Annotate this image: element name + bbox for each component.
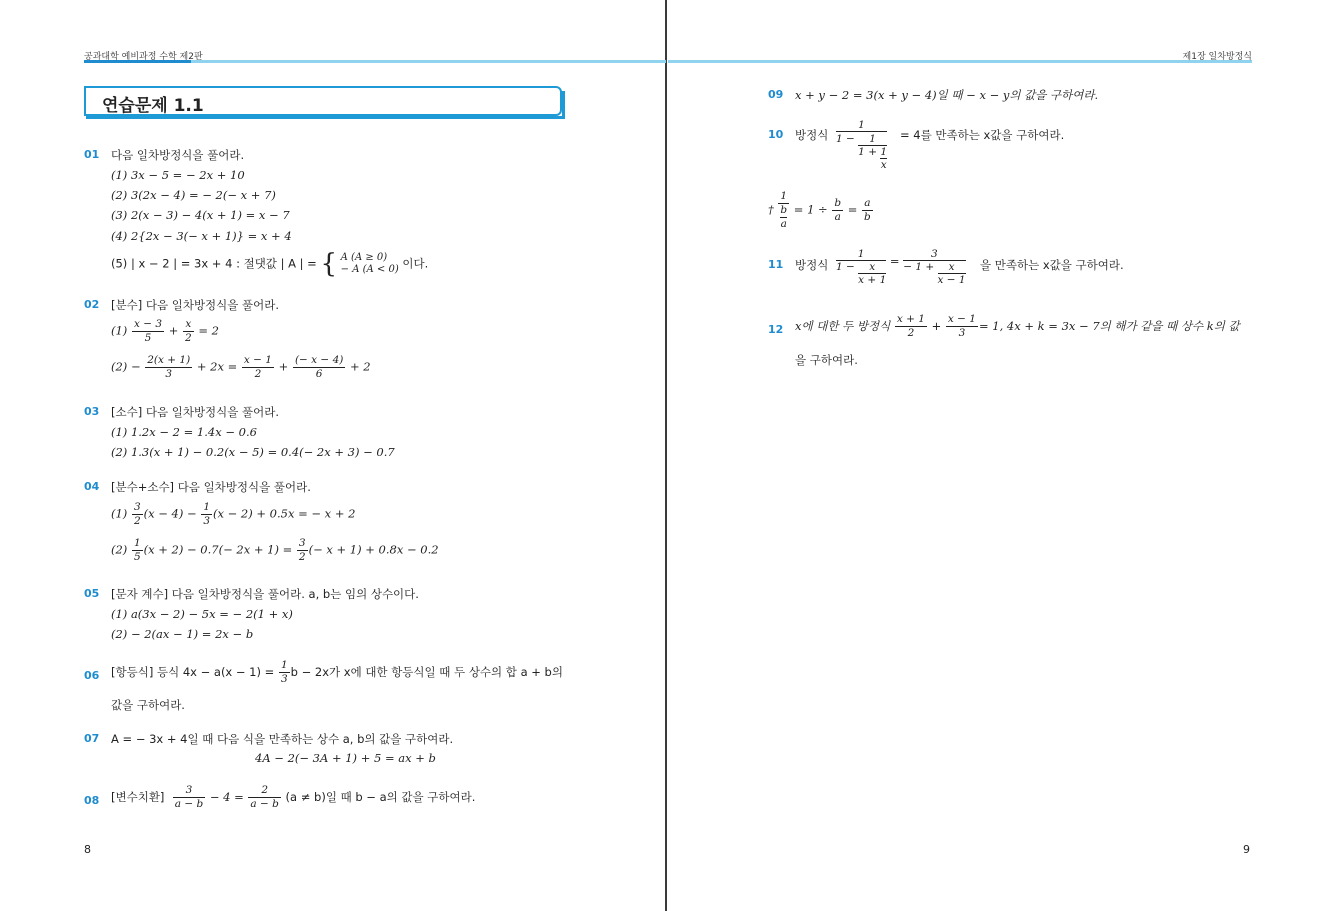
problem-text: [분수] 다음 일차방정식을 풀어라. <box>111 298 280 312</box>
expression: − 4 = <box>209 790 244 804</box>
problem-item: (2) 3(2x − 4) = − 2(− x + 7) <box>111 188 276 202</box>
denominator: a − b <box>174 798 204 810</box>
problem-item: (2) 1.3(x + 1) − 0.2(x − 5) = 0.4(− 2x + 3) − 0.7 <box>111 445 395 459</box>
problem-text: x + y − 2 = 3(x + y − 4)일 때 − x − y의 값을 구하여라. <box>795 88 1099 102</box>
fraction <box>183 318 194 345</box>
problem-text-pre: 방정식 <box>795 128 829 142</box>
header-rule-right <box>668 60 1252 63</box>
problem-text: A = − 3x + 4일 때 다음 식을 만족하는 상수 a, b의 값을 구하여라. <box>111 732 454 746</box>
numerator: 1 <box>880 146 888 158</box>
brace-glyph: { <box>320 249 337 279</box>
problem-number: 10 <box>768 128 784 141</box>
fraction <box>903 248 965 286</box>
page-number-right: 9 <box>1243 843 1250 856</box>
denominator: 6 <box>315 368 323 380</box>
numerator: 2 <box>248 784 280 798</box>
item-5-end: 이다. <box>402 256 429 271</box>
numerator: b <box>780 204 788 216</box>
denominator: 3 <box>165 368 173 380</box>
fraction <box>862 197 873 224</box>
expression: (a ≠ b)일 때 b − a의 값을 구하여라. <box>285 790 476 804</box>
case-2: − A (A < 0) <box>340 264 399 275</box>
numerator: 1 <box>778 190 789 204</box>
fraction <box>293 354 345 381</box>
fraction <box>145 354 192 381</box>
numerator: 3 <box>903 248 965 261</box>
piecewise-cases <box>341 252 399 276</box>
expression: 1 − <box>836 261 855 273</box>
problem-item <box>111 249 429 279</box>
item-5-text: (5) | x − 2 | = 3x + 4 : 절댓값 | A | = <box>111 256 317 271</box>
fraction <box>946 313 978 340</box>
item-label: (2) − <box>111 359 141 374</box>
problem-item <box>111 501 355 528</box>
operator: + <box>931 319 942 333</box>
denominator: 2 <box>907 327 915 339</box>
title-box-shadow <box>86 116 565 119</box>
denominator: 2 <box>184 332 192 344</box>
case-1: A (A ≥ 0) <box>340 252 388 263</box>
numerator: x + 1 <box>896 313 925 325</box>
numerator: 1 <box>836 119 887 132</box>
fraction <box>132 501 143 528</box>
denominator: 3 <box>958 327 966 339</box>
fraction <box>880 146 887 171</box>
fraction <box>938 261 966 286</box>
problem-item <box>111 354 371 381</box>
expression: (x − 2) + 0.5x = − x + 2 <box>213 506 356 521</box>
expression: + 2x = <box>196 359 238 374</box>
fraction <box>895 313 927 340</box>
fraction <box>201 501 212 528</box>
denominator: x − 1 <box>937 274 966 286</box>
numerator: a <box>862 197 873 211</box>
expression: − 1 + <box>903 261 935 273</box>
problem-number: 07 <box>84 732 100 745</box>
running-header-left: 공과대학 예비과정 수학 제2판 <box>84 52 203 62</box>
continued-fraction <box>836 119 887 171</box>
expression: (x − 4) − <box>143 506 197 521</box>
problem-number: 03 <box>84 405 100 418</box>
fraction <box>778 190 789 231</box>
numerator: 1 <box>133 537 141 549</box>
operator: = <box>847 202 858 217</box>
problem-text-post: 을 만족하는 x값을 구하여라. <box>980 258 1124 272</box>
numerator: x <box>938 261 966 274</box>
denominator: 5 <box>144 332 152 344</box>
fraction <box>836 119 887 171</box>
denominator: x + 1 <box>858 274 887 286</box>
item-label: (1) <box>111 506 128 521</box>
problem-item: (3) 2(x − 3) − 4(x + 1) = x − 7 <box>111 208 290 222</box>
operator: + <box>278 359 289 374</box>
fraction <box>132 318 164 345</box>
operator: + <box>168 323 179 338</box>
problem-number: 12 <box>768 323 784 336</box>
expression: (x + 2) − 0.7(− 2x + 1) = <box>143 542 293 557</box>
denominator <box>778 204 789 231</box>
denominator: a − b <box>250 798 279 810</box>
denominator: a <box>834 211 841 223</box>
fraction <box>836 248 886 286</box>
numerator: 1 <box>280 659 288 671</box>
compound-fraction-equation <box>836 248 966 286</box>
denominator <box>836 261 886 286</box>
problem-text <box>111 784 475 811</box>
fraction <box>858 133 887 171</box>
problem-number: 08 <box>84 794 100 807</box>
problem-number: 02 <box>84 298 100 311</box>
expression: 1 + <box>858 146 877 158</box>
numerator: 3 <box>133 501 141 513</box>
denominator: 3 <box>203 515 210 527</box>
fraction <box>297 537 308 564</box>
denominator: b <box>864 211 871 223</box>
denominator <box>836 132 887 171</box>
fraction <box>242 354 274 381</box>
dagger-mark: † <box>768 202 774 217</box>
fraction <box>132 537 143 564</box>
denominator: 5 <box>133 551 141 563</box>
problem-number: 05 <box>84 587 100 600</box>
problem-item: (2) − 2(ax − 1) = 2x − b <box>111 627 254 641</box>
title-box-shadow-side <box>562 91 565 119</box>
running-header-right: 제1장 일차방정식 <box>1182 52 1252 62</box>
problem-item: (1) 1.2x − 2 = 1.4x − 0.6 <box>111 425 257 439</box>
expression: [변수치환] <box>111 790 165 804</box>
problem-number: 09 <box>768 88 784 101</box>
fraction <box>173 784 205 811</box>
expression: x에 대한 두 방정식 <box>795 319 891 333</box>
problem-number: 04 <box>84 480 100 493</box>
book-spine <box>665 0 667 911</box>
denominator: 3 <box>280 673 288 685</box>
expression: (− x + 1) + 0.8x − 0.2 <box>308 542 439 557</box>
problem-text <box>795 313 1240 340</box>
denominator <box>858 146 887 171</box>
problem-text-post: = 4를 만족하는 x값을 구하여라. <box>900 128 1065 142</box>
problem-item <box>111 537 439 564</box>
exercise-title: 연습문제 1.1 <box>102 96 204 116</box>
item-label: (2) <box>111 542 128 557</box>
fraction <box>858 261 886 286</box>
problem-text-pre: 방정식 <box>795 258 829 272</box>
numerator: 2(x + 1) <box>147 354 191 366</box>
numerator: x <box>183 318 194 332</box>
numerator: x − 1 <box>947 313 976 325</box>
problem-text: [문자 계수] 다음 일차방정식을 풀어라. a, b는 임의 상수이다. <box>111 587 419 601</box>
hint-formula <box>768 190 874 231</box>
item-label: (1) <box>111 323 128 338</box>
problem-text: 다음 일차방정식을 풀어라. <box>111 148 245 162</box>
expression: [항등식] 등식 4x − a(x − 1) = <box>111 665 275 679</box>
page-number-left: 8 <box>84 843 91 856</box>
numerator: x − 1 <box>243 354 272 366</box>
rhs: = 2 <box>198 323 219 338</box>
expression: = 1, 4x + k = 3x − 7의 해가 같을 때 상수 k의 값 <box>978 319 1240 333</box>
denominator: 2 <box>298 551 306 563</box>
problem-item: (1) a(3x − 2) − 5x = − 2(1 + x) <box>111 607 293 621</box>
problem-number: 11 <box>768 258 784 271</box>
fraction <box>248 784 280 811</box>
expression: + 2 <box>350 359 371 374</box>
fraction <box>832 197 843 224</box>
fraction <box>279 659 290 686</box>
numerator: 3 <box>173 784 205 798</box>
denominator: a <box>780 218 787 230</box>
denominator: 2 <box>133 515 141 527</box>
problem-number: 01 <box>84 148 100 161</box>
denominator: x <box>880 159 887 171</box>
numerator: x <box>858 261 886 274</box>
numerator: 1 <box>836 248 886 261</box>
numerator: 1 <box>858 133 887 146</box>
problem-item <box>111 318 219 345</box>
problem-equation: 4A − 2(− 3A + 1) + 5 = ax + b <box>255 751 436 765</box>
numerator: 1 <box>203 501 210 513</box>
problem-text <box>111 659 563 686</box>
numerator: 3 <box>298 537 306 549</box>
problem-text-line2: 을 구하여라. <box>795 353 858 367</box>
problem-text-line2: 값을 구하여라. <box>111 698 185 712</box>
numerator: (− x − 4) <box>294 354 344 366</box>
problem-text: [분수+소수] 다음 일차방정식을 풀어라. <box>111 480 311 494</box>
problem-number: 06 <box>84 669 100 682</box>
operator: = <box>889 254 900 268</box>
expression: 1 − <box>836 133 855 145</box>
expression: = 1 ÷ <box>793 202 828 217</box>
numerator: x − 3 <box>133 318 163 330</box>
exercise-title-box <box>84 86 562 116</box>
denominator <box>903 261 965 286</box>
problem-text: [소수] 다음 일차방정식을 풀어라. <box>111 405 280 419</box>
numerator: b <box>834 197 842 209</box>
expression: b − 2x가 x에 대한 항등식일 때 두 상수의 합 a + b의 <box>290 665 563 679</box>
problem-item: (1) 3x − 5 = − 2x + 10 <box>111 168 245 182</box>
denominator: 2 <box>254 368 262 380</box>
problem-item: (4) 2{2x − 3(− x + 1)} = x + 4 <box>111 229 292 243</box>
